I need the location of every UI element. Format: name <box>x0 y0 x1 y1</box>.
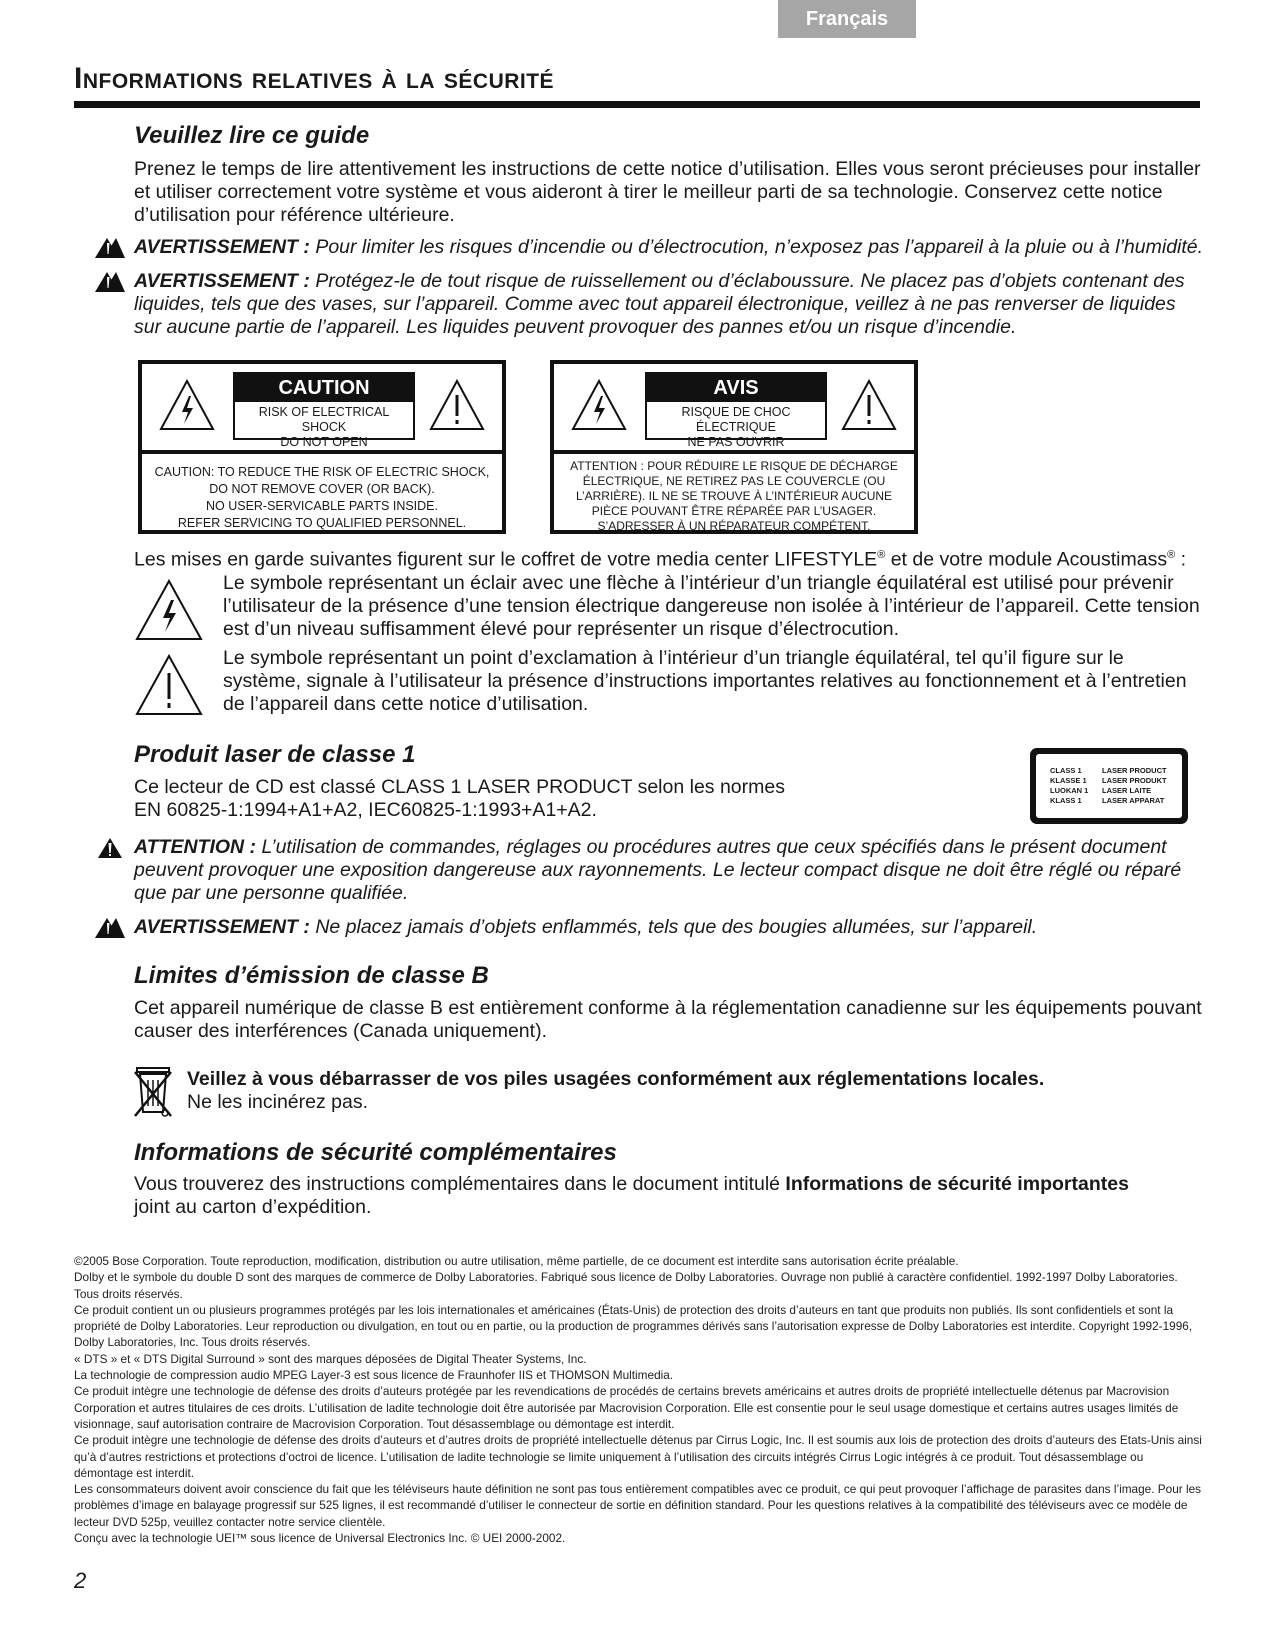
footer-paragraph: « DTS » et « DTS Digital Surround » sont des marques déposées de Digital Theater Systems, Inc. <box>74 1351 587 1366</box>
markings-intro-b: et de votre module Acoustimass <box>885 548 1168 571</box>
page-title: Informations relatives à la sécurité <box>74 62 555 95</box>
laser-label-row: LUOKAN 1 LASER LAITE <box>1050 786 1152 795</box>
exclamation-symbol-text: Le symbole représentant un point d’exclamation à l’intérieur d’un triangle équilatéral, tel qu’il figure sur le système, signale à l’utilisateur la présence d’instructions importantes relatives au fonctionnement et à l’entretien de l’appareil dans cette notice d’utilisation. <box>223 647 1187 715</box>
lightning-triangle-icon <box>134 578 204 642</box>
footer-paragraph: Dolby et le symbole du double D sont des marques de commerce de Dolby Laboratories. Fabriqué sous licence de Dolby Laboratories. Ouvrage non publié à caractère confidentiel. 1992-1997 Dolby Laboratories. Tous droits réservés. <box>74 1270 1178 1301</box>
caution-body-line: DO NOT REMOVE COVER (OR BACK). <box>209 482 435 496</box>
markings-intro-a: Les mises en garde suivantes figurent sur le coffret de votre media center LIFESTYLE <box>134 548 878 571</box>
laser-body <box>134 776 1014 822</box>
attention-label: ATTENTION : <box>134 836 257 858</box>
caution-body-line: NO USER-SERVICABLE PARTS INSIDE. <box>205 499 438 513</box>
warning-2 <box>94 270 1204 339</box>
exclamation-triangle-icon <box>428 378 486 432</box>
lightning-symbol-row <box>134 572 1204 641</box>
laser-line-2: EN 60825-1:1994+A1+A2, IEC60825-1:1993+A1+A2. <box>134 799 597 821</box>
laser-label-row: KLASSE 1 LASER PRODUKT <box>1050 776 1167 785</box>
markings-intro-c: : <box>1175 548 1187 571</box>
avis-label <box>550 360 918 534</box>
class-b-heading: Limites d’émission de classe B <box>134 962 489 989</box>
exclamation-triangle-icon <box>134 653 204 717</box>
title-rule <box>74 101 1200 108</box>
warning-triangle-icon <box>94 237 126 259</box>
footer-paragraph: Les consommateurs doivent avoir conscience du fait que les téléviseurs haute définition ne sont pas tous entièrement compatibles avec ce produit, ce qui peut provoquer l’affichage de parasites dans l’image. Pour les problèmes d’image en balayage progressif sur 525 lignes, il est recommandé d’utiliser le connecteur de sortie en définition standard. Pour les questions relatives à la compatibilité des téléviseurs avec ce modèle de lecteur DVD 525p, veuillez contacter notre service clientèle. <box>74 1482 1202 1529</box>
additional-text-bold: Informations de sécurité importantes <box>785 1173 1129 1195</box>
attention-text: L’utilisation de commandes, réglages ou procédures autres que ceux spécifiés dans le présent document peuvent provoquer une exposition dangereuse aux rayonnements. Le lecteur compact disque ne doit être réglé ou réparé que par une personne qualifiée. <box>134 836 1182 904</box>
footer-paragraph: Ce produit intègre une technologie de défense des droits d’auteurs protégée par les revendications de procédés de certains brevets américains et autres droits de propriété intellectuelle détenus par Macrovision Corporation et autres titulaires de ces droits. L’utilisation de ladite technologie doit être autorisée par Macrovision Corporation. Elle est consentie pour le seul usage domestique et certains autres usages limités de visionnage, sauf autorisation contraire de Macrovision Corporation. Tout désassemblage ou démontage est interdit. <box>74 1384 1179 1431</box>
footer-paragraph: Conçu avec la technologie UEI™ sous licence de Universal Electronics Inc. © UEI 2000-2002. <box>74 1531 566 1546</box>
warning-1 <box>94 236 1204 259</box>
warning-1-text: Pour limiter les risques d’incendie ou d’électrocution, n’exposez pas l’appareil à la pluie ou à l’humidité. <box>315 236 1204 258</box>
candle-warning-label: AVERTISSEMENT : <box>134 916 310 938</box>
avis-body-line: ATTENTION : POUR RÉDUIRE LE RISQUE DE DÉCHARGE <box>570 459 898 473</box>
lightning-triangle-icon <box>158 378 216 432</box>
caution-body-line: CAUTION: TO REDUCE THE RISK OF ELECTRIC SHOCK, <box>154 465 490 479</box>
laser-label-row: KLASS 1 LASER APPARAT <box>1050 796 1165 805</box>
avis-body-line: PIÈCE POUVANT ÊTRE RÉPARÉE PAR L’USAGER. <box>591 504 877 518</box>
lightning-triangle-icon <box>570 378 628 432</box>
lightning-symbol-text: Le symbole représentant un éclair avec une flèche à l’intérieur d’un triangle équilatéral est utilisé pour prévenir l’utilisateur de la présence d’une tension électrique dangereuse non isolée à l’intérieur de l’appareil. Cette tension est d’un niveau suffisamment élevé pour représenter un risque d’électrocution. <box>223 572 1200 640</box>
avis-sub-line: RISQUE DE CHOC ÉLECTRIQUE <box>681 405 791 434</box>
registered-mark: ® <box>1167 549 1176 561</box>
warning-triangle-icon <box>94 837 126 859</box>
markings-intro <box>134 544 1224 572</box>
additional-text-a: Vous trouverez des instructions complémentaires dans le document intitulé <box>134 1173 786 1195</box>
laser-attention <box>94 836 1204 905</box>
exclamation-symbol-row <box>134 647 1204 716</box>
exclamation-triangle-icon <box>840 378 898 432</box>
caution-sub-line: RISK OF ELECTRICAL SHOCK <box>258 405 390 434</box>
laser-heading: Produit laser de classe 1 <box>134 741 416 768</box>
footer-paragraph: Ce produit contient un ou plusieurs programmes protégés par les lois internationales et américaines (États-Unis) de protection des droits d’auteurs en tant que produits non publiés. Ils sont confidentiels et sont la propriété de Dolby Laboratories. Leur reproduction ou divulgation, en tout ou en partie, ou la production de programmes dérivés sans l’autorisation expresse de Dolby Laboratories est interdite. Copyright 1992-1996, Dolby Laboratories, Inc. Tous droits réservés. <box>74 1302 1193 1350</box>
language-tab[interactable]: Français <box>778 0 916 38</box>
laser-line-1: Ce lecteur de CD est classé CLASS 1 LASER PRODUCT selon les normes <box>134 776 785 798</box>
avis-head: AVIS <box>647 374 825 402</box>
caution-sub-line: DO NOT OPEN <box>280 435 368 449</box>
warning-triangle-icon <box>94 917 126 939</box>
warning-1-label: AVERTISSEMENT : <box>134 236 310 258</box>
warning-triangle-icon <box>94 271 126 293</box>
read-guide-body: Prenez le temps de lire attentivement les instructions de cette notice d’utilisation. Elles vous seront précieuses pour installer et utiliser correctement votre système et vous aideront à tirer le meilleur parti de sa technologie. Conservez cette notice d’utilisation pour référence ultérieure. <box>134 158 1201 226</box>
footer-paragraph: La technologie de compression audio MPEG Layer-3 est sous licence de Fraunhofer IIS et THOMSON Multimedia. <box>74 1368 674 1383</box>
candle-warning <box>94 916 1204 939</box>
class-b-body: Cet appareil numérique de classe B est entièrement conforme à la réglementation canadienne sur les équipements pouvant causer des interférences (Canada uniquement). <box>134 997 1202 1042</box>
caution-body-line: REFER SERVICING TO QUALIFIED PERSONNEL. <box>177 516 467 530</box>
battery-bold: Veillez à vous débarrasser de vos piles usagées conformément aux réglementations locales. <box>187 1068 1045 1090</box>
candle-warning-text: Ne placez jamais d’objets enflammés, tels que des bougies allumées, sur l’appareil. <box>315 916 1038 938</box>
legal-footer <box>74 1253 1204 1546</box>
additional-text-b: joint au carton d’expédition. <box>134 1196 372 1218</box>
battery-text <box>187 1068 1197 1114</box>
laser-class-label <box>1030 748 1188 824</box>
caution-label <box>138 360 506 534</box>
read-guide-heading: Veuillez lire ce guide <box>134 122 370 149</box>
registered-mark: ® <box>877 549 886 561</box>
footer-paragraph: Ce produit intègre une technologie de défense des droits d’auteurs et d’autres droits de propriété intellectuelle détenus par Cirrus Logic, Inc. Il est soumis aux lois de protection des droits d’auteurs des Etats-Unis ainsi qu’à d’autres restrictions et protections d’octroi de licence. L’utilisation de ladite technologie se limite uniquement à l’utilisation des circuits intégrés Cirrus Logic intégrés à ce produit. Tout désassemblage ou démontage est interdit. <box>74 1433 1202 1480</box>
avis-body-line: ÉLECTRIQUE, NE RETIREZ PAS LE COUVERCLE (OU <box>582 474 886 488</box>
caution-head: CAUTION <box>235 374 413 402</box>
additional-heading: Informations de sécurité complémentaires <box>134 1139 617 1166</box>
footer-paragraph: ©2005 Bose Corporation. Toute reproduction, modification, distribution ou autre utilisation, même partielle, de ce document est interdite sans autorisation écrite préalable. <box>74 1254 959 1268</box>
avis-sub-line: NE PAS OUVRIR <box>687 435 785 449</box>
page-number: 2 <box>74 1568 87 1593</box>
warning-2-label: AVERTISSEMENT : <box>134 270 310 292</box>
warning-2-text: Protégez-le de tout risque de ruissellement ou d’éclaboussure. Ne placez pas d’objets contenant des liquides, tels que des vases, sur l’appareil. Comme avec tout appareil électronique, veillez à ne pas renverser de liquides sur aucune partie de l’appareil. Les liquides peuvent provoquer des pannes et/ou un risque d’incendie. <box>134 270 1185 338</box>
laser-label-row: CLASS 1 LASER PRODUCT <box>1050 766 1167 775</box>
crossed-bin-icon <box>134 1066 172 1118</box>
battery-normal: Ne les incinérez pas. <box>187 1091 369 1113</box>
avis-body-line: S’ADRESSER À UN RÉPARATEUR COMPÉTENT. <box>597 519 871 533</box>
avis-body-line: L’ARRIÈRE). IL NE SE TROUVE À L’INTÉRIEUR AUCUNE <box>575 489 893 503</box>
additional-body <box>134 1173 1204 1219</box>
